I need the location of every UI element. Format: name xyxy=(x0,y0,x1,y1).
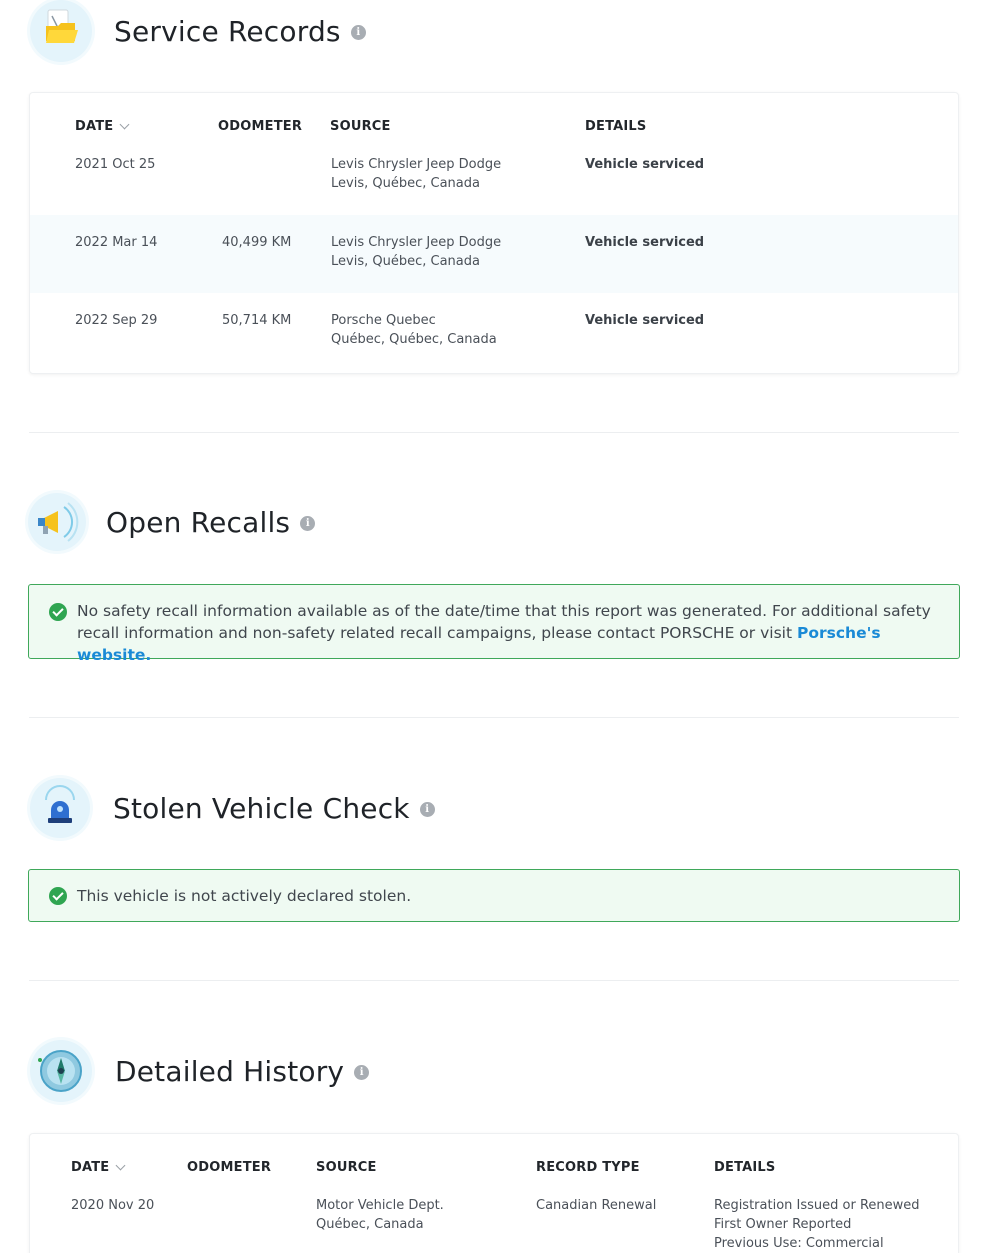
row-details: Vehicle serviced xyxy=(585,313,705,328)
row-date: 2021 Oct 25 xyxy=(75,157,156,172)
info-icon[interactable]: i xyxy=(354,1065,369,1080)
page-title: Service Records xyxy=(114,14,341,48)
column-header-record-type: RECORD TYPE xyxy=(536,1160,640,1175)
info-icon[interactable]: i xyxy=(420,802,435,817)
service-records-table xyxy=(29,92,959,374)
row-source xyxy=(331,155,501,193)
section-title: Detailed History xyxy=(115,1054,345,1088)
stolen-check-header xyxy=(30,778,435,838)
section-divider xyxy=(29,980,959,981)
source-name: Porsche Quebec xyxy=(331,313,436,328)
source-name: Motor Vehicle Dept. xyxy=(316,1198,444,1213)
stolen-message: This vehicle is not actively declared stolen. xyxy=(77,887,412,905)
row-source xyxy=(331,311,497,349)
megaphone-icon xyxy=(28,493,86,551)
column-header-details: DETAILS xyxy=(585,119,647,134)
row-odometer: 40,499 KM xyxy=(222,235,292,250)
table-row xyxy=(30,1188,958,1253)
row-details xyxy=(714,1196,920,1253)
siren-icon xyxy=(30,778,90,838)
info-icon[interactable]: i xyxy=(351,25,366,40)
column-header-label: DATE xyxy=(75,119,114,134)
row-record-type: Canadian Renewal xyxy=(536,1198,657,1213)
detail-line: Registration Issued or Renewed xyxy=(714,1198,920,1213)
row-odometer: 50,714 KM xyxy=(222,313,292,328)
section-title: Open Recalls xyxy=(106,505,291,539)
folder-icon xyxy=(30,0,92,62)
detail-line: Previous Use: Commercial xyxy=(714,1236,884,1251)
source-location: Levis, Québec, Canada xyxy=(331,254,480,269)
row-details: Vehicle serviced xyxy=(585,157,705,172)
chevron-down-icon xyxy=(116,1161,126,1171)
row-source xyxy=(316,1196,444,1234)
row-date: 2020 Nov 20 xyxy=(71,1198,155,1213)
open-recalls-header xyxy=(28,493,315,551)
column-header-odometer: ODOMETER xyxy=(187,1160,272,1175)
source-location: Québec, Québec, Canada xyxy=(331,332,497,347)
table-row xyxy=(30,215,958,293)
check-circle-icon xyxy=(49,603,67,621)
recall-message-line2 xyxy=(77,622,939,666)
service-records-header xyxy=(30,0,366,62)
row-date: 2022 Sep 29 xyxy=(75,313,158,328)
table-row xyxy=(30,147,958,225)
column-header-odometer: ODOMETER xyxy=(218,119,303,134)
column-header-details: DETAILS xyxy=(714,1160,776,1175)
row-source xyxy=(331,233,501,271)
recall-message-text: recall information and non-safety related recall campaigns, please contact PORSCHE or visit xyxy=(77,624,797,642)
column-header-date[interactable] xyxy=(71,1160,124,1175)
row-date: 2022 Mar 14 xyxy=(75,235,158,250)
column-header-date[interactable] xyxy=(75,119,128,134)
source-name: Levis Chrysler Jeep Dodge xyxy=(331,235,502,250)
section-divider xyxy=(29,717,959,718)
column-header-label: DATE xyxy=(71,1160,110,1175)
detail-line: First Owner Reported xyxy=(714,1217,852,1232)
column-header-source: SOURCE xyxy=(316,1160,377,1175)
detailed-history-table xyxy=(29,1133,959,1253)
recall-status-alert xyxy=(28,584,960,664)
column-header-source: SOURCE xyxy=(330,119,391,134)
detailed-history-header xyxy=(30,1040,369,1102)
source-name: Levis Chrysler Jeep Dodge xyxy=(331,157,502,172)
row-details: Vehicle serviced xyxy=(585,235,705,250)
source-location: Québec, Canada xyxy=(316,1217,424,1232)
table-row xyxy=(30,293,958,371)
recall-message-line1: No safety recall information available as of the date/time that this report was generated. For additional safety xyxy=(77,602,931,620)
section-title: Stolen Vehicle Check xyxy=(113,791,410,825)
check-circle-icon xyxy=(49,887,67,905)
source-location: Levis, Québec, Canada xyxy=(331,176,480,191)
porsche-website-link[interactable]: Porsche's website. xyxy=(77,624,881,664)
compass-icon xyxy=(30,1040,92,1102)
info-icon[interactable]: i xyxy=(300,516,315,531)
chevron-down-icon xyxy=(120,120,130,130)
stolen-status-alert xyxy=(28,869,960,922)
section-divider xyxy=(29,432,959,433)
